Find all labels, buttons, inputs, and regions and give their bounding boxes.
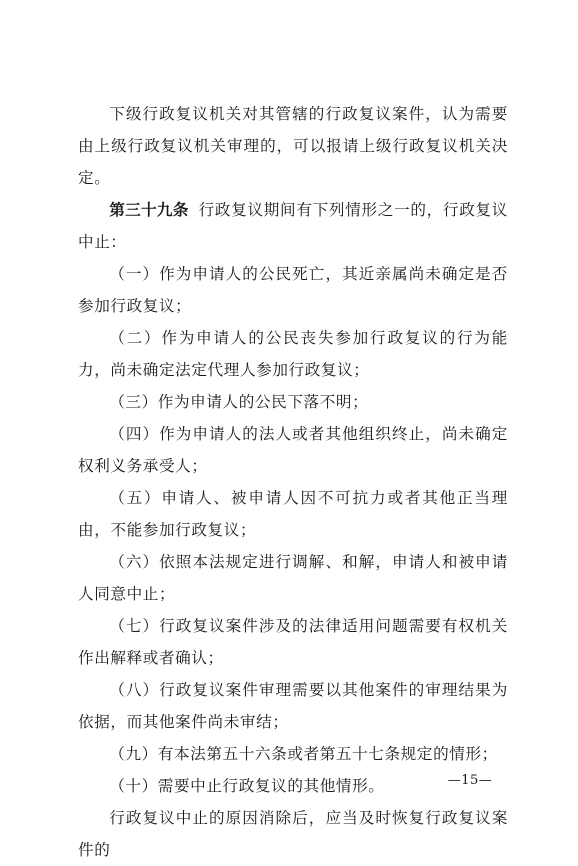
list-item: （四）作为申请人的法人或者其他组织终止，尚未确定权利义务承受人； — [78, 425, 508, 475]
list-item: （五）申请人、被申请人因不可抗力或者其他正当理由，不能参加行政复议； — [78, 489, 508, 539]
document-body — [78, 98, 508, 866]
article-39 — [78, 194, 508, 258]
article-body: 行政复议期间有下列情形之一的，行政复议中止： — [78, 201, 508, 251]
list-item: （三）作为申请人的公民下落不明； — [109, 393, 369, 411]
article-title: 第三十九条 — [109, 201, 189, 219]
paragraph-preceding: 下级行政复议机关对其管辖的行政复议案件，认为需要由上级行政复议机关审理的，可以报请上级行政复议机关决定。 — [78, 105, 508, 187]
list-item: （一）作为申请人的公民死亡，其近亲属尚未确定是否参加行政复议； — [78, 265, 508, 315]
list-item: （二）作为申请人的公民丧失参加行政复议的行为能力，尚未确定法定代理人参加行政复议； — [78, 329, 508, 379]
list-item: （十）需要中止行政复议的其他情形。 — [109, 777, 385, 795]
list-item: （九）有本法第五十六条或者第五十七条规定的情形； — [109, 745, 498, 763]
paragraph-closing: 行政复议中止的原因消除后，应当及时恢复行政复议案件的 — [78, 809, 508, 859]
page-number: —15— — [447, 773, 493, 788]
list-item: （六）依照本法规定进行调解、和解，申请人和被申请人同意中止； — [78, 553, 508, 603]
list-item: （八）行政复议案件审理需要以其他案件的审理结果为依据，而其他案件尚未审结； — [78, 681, 508, 731]
list-item: （七）行政复议案件涉及的法律适用问题需要有权机关作出解释或者确认； — [78, 617, 508, 667]
